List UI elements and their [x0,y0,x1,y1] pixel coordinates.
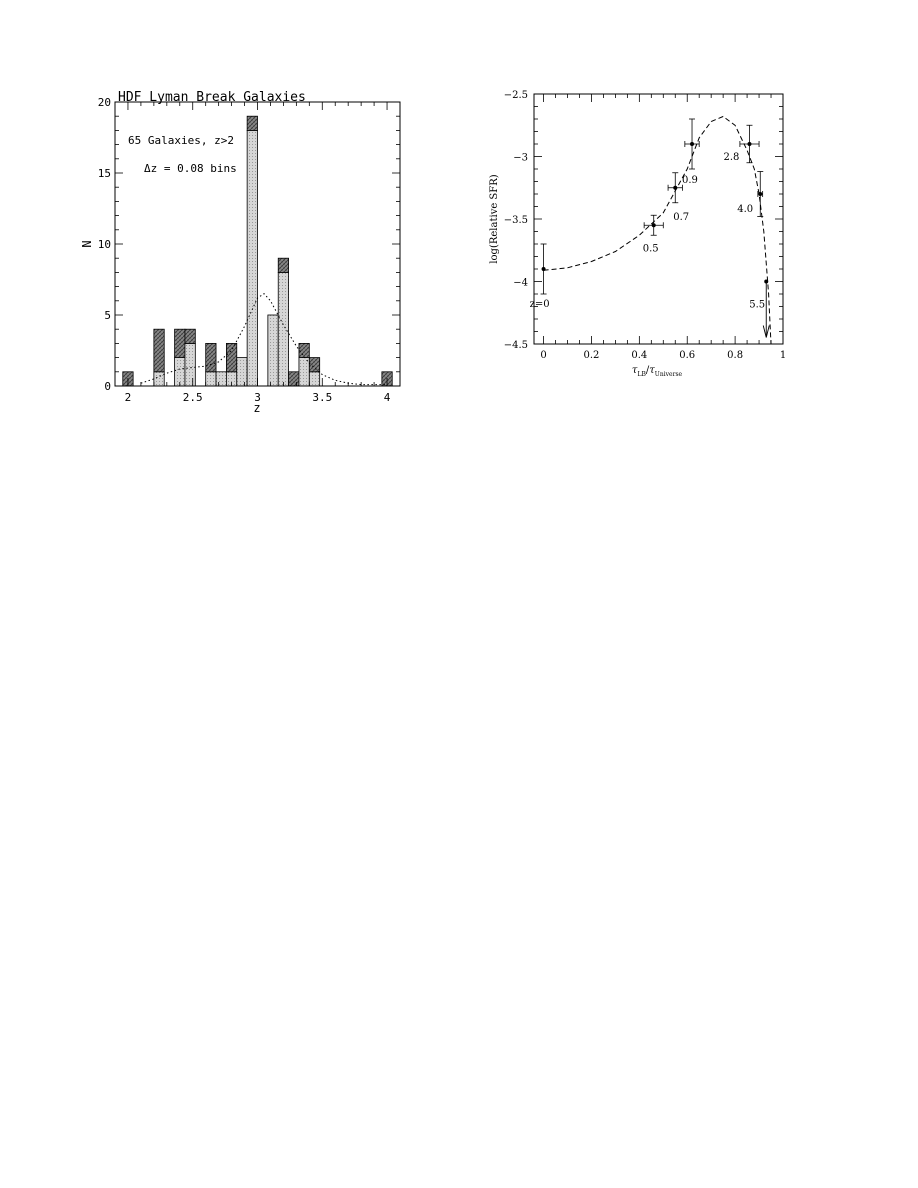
sfr-x-tick-label: 0.4 [631,350,648,361]
histogram-x-axis-label: z [253,401,261,415]
histogram-bar-dark-8 [247,116,257,130]
sfr-point-labels [530,152,766,311]
sfr-point-label: 2.8 [723,152,740,163]
histogram-bar-light-1 [154,372,164,386]
histogram-bar-light-10 [278,272,288,386]
histogram-bar-light-5 [216,372,226,386]
sfr-point-group-5 [757,172,763,217]
histogram-bar-light-12 [299,358,309,386]
sfr-x-tick-label: 0.2 [583,350,600,361]
histogram-bar-light-2 [175,358,185,386]
sfr-point-label: 5.5 [749,299,766,311]
histogram-bar-light-9 [268,315,278,386]
histogram-y-tick-label: 10 [97,238,111,251]
histogram-bar-dark-12 [299,343,309,357]
sfr-data-point [758,192,762,196]
sfr-data-point [542,267,546,271]
histogram-bar-dark-6 [226,343,236,371]
histogram-bar-light-3 [185,343,195,386]
histogram-x-tick-label: 4 [383,391,391,404]
sfr-data-point [764,280,768,284]
histogram-bars [123,116,392,386]
sfr-x-tick-label: 0.8 [727,350,744,361]
sfr-model-curve [544,117,771,345]
sfr-panel [489,90,786,378]
sfr-point-group-0 [541,244,547,294]
sfr-point-label: z=0 [529,299,550,310]
histogram-x-tick-label: 2 [124,391,132,404]
histogram-y-tick-label: 0 [104,380,111,393]
histogram-y-axis-label: N [80,240,94,248]
histogram-annotation-count: 65 Galaxies, z>2 [128,134,234,147]
sfr-y-tick-label: −3 [513,152,528,164]
sfr-data-point [652,223,656,227]
sfr-x-tick-label: 0 [540,350,547,361]
sfr-point-group-1 [644,215,663,235]
sfr-y-axis-label: log(Relative SFR) [489,174,500,264]
sfr-x-tick-label: 1 [779,350,787,361]
histogram-bar-dark-1 [154,329,164,372]
histogram-bar-dark-13 [309,358,319,372]
histogram-bar-dark-2 [175,329,185,357]
sfr-point-label: 0.5 [642,243,659,255]
histogram-annotation-binwidth: Δz = 0.08 bins [144,162,237,175]
sfr-x-tick-label: 0.6 [679,350,696,361]
histogram-title: HDF Lyman Break Galaxies [118,90,306,105]
histogram-bar-light-8 [247,130,257,386]
histogram-bar-light-7 [237,358,247,386]
sfr-data-point [673,186,677,190]
sfr-y-tick-label: −4.5 [503,340,528,351]
sfr-point-group-2 [668,173,682,203]
sfr-y-tick-label: −4 [513,277,528,289]
histogram-bar-light-4 [206,372,216,386]
sfr-y-tick-label: −2.5 [503,90,528,101]
histogram-bar-dark-11 [289,372,299,386]
histogram-x-tick-label: 2.5 [182,391,203,404]
histogram-x-tick-label: 3.5 [312,391,333,404]
sfr-point-group-4 [740,125,759,163]
sfr-x-tick-labels [540,350,786,361]
histogram-y-tick-label: 5 [104,309,111,322]
sfr-y-tick-labels [504,90,528,351]
sfr-point-label: 0.7 [673,211,690,223]
sfr-y-tick-label: −3.5 [503,215,528,226]
histogram-y-tick-label: 15 [97,167,111,180]
sfr-ticks [534,94,783,344]
sfr-data-point [747,142,751,146]
sfr-point-group-3 [685,119,699,169]
histogram-bar-light-13 [309,372,319,386]
sfr-plot-frame [534,94,783,344]
sfr-point-label: 4.0 [737,204,754,215]
sfr-data-point [690,142,694,146]
sfr-x-axis-label: $\tau_{LB}/\tau_{Universe}$ [631,365,683,378]
histogram-y-tick-label: 20 [97,96,111,109]
histogram-panel [80,90,400,415]
sfr-point-label: 0.9 [682,175,698,186]
histogram-bar-dark-3 [185,329,195,343]
histogram-bar-dark-4 [206,343,216,371]
histogram-x-tick-label: 3 [254,391,261,404]
histogram-bar-dark-10 [278,258,288,272]
histogram-y-tick-labels [98,96,111,393]
